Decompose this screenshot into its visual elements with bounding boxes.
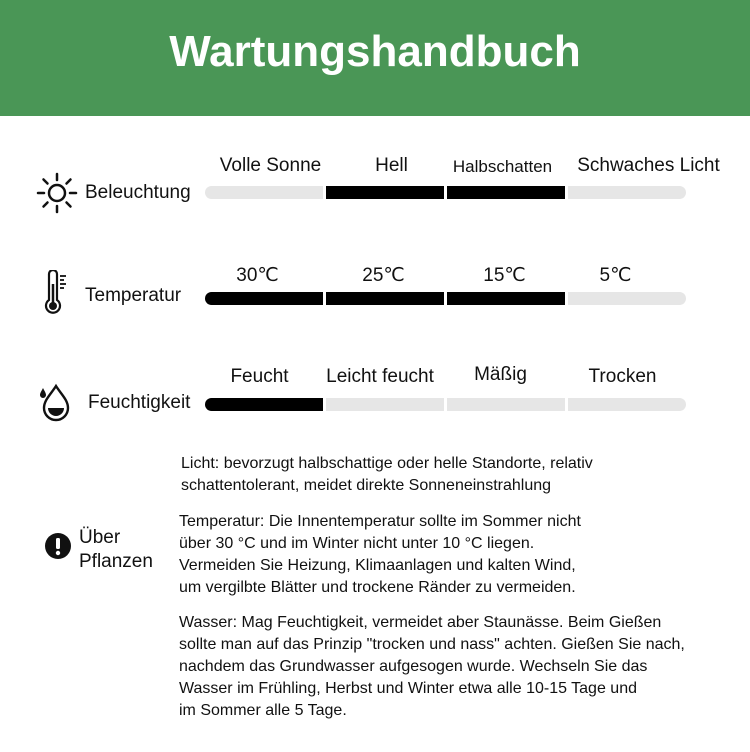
lighting-label: Beleuchtung [85,182,191,203]
scale-segment [205,186,323,199]
water-paragraph [179,612,685,722]
exclamation-icon [44,532,72,560]
scale-segment-active [326,292,444,305]
thermometer-icon [43,270,73,316]
segment-label: Mäßig [474,364,527,385]
about-plants-label [79,526,153,574]
temperature-label: Temperatur [85,285,182,306]
text-line: Wasser im Frühling, Herbst und Winter etwa alle 10-15 Tage und [179,680,637,697]
lighting-scale-bar [205,186,686,199]
text-line: um vergilbte Blätter und trockene Ränder zu vermeiden. [179,579,576,596]
light-paragraph [181,453,593,497]
segment-label: 25℃ [362,265,405,286]
scale-segment-active [205,398,323,411]
scale-segment-active [447,292,565,305]
text-line: sollte man auf das Prinzip "trocken und nass" achten. Gießen Sie nach, [179,636,685,653]
page-title: Wartungshandbuch [169,27,581,76]
scale-segment-active [447,186,565,199]
text-line: Wasser: Mag Feuchtigkeit, vermeidet aber Staunässe. Beim Gießen [179,614,662,631]
scale-segment [568,292,686,305]
segment-label: Feucht [230,366,289,387]
humidity-label: Feuchtigkeit [88,392,191,413]
temperature-paragraph [179,511,581,599]
header-banner [0,0,750,116]
about-label-line: Über [79,527,121,548]
scale-segment [568,398,686,411]
text-line: nachdem das Grundwasser aufgesogen wurde. Wechseln Sie das [179,658,648,675]
segment-label: Hell [375,155,408,176]
segment-label: Trocken [588,366,657,387]
text-line: Vermeiden Sie Heizung, Klimaanlagen und kalten Wind, [179,557,576,574]
text-line: im Sommer alle 5 Tage. [179,702,347,719]
text-line: Temperatur: Die Innentemperatur sollte im Sommer nicht [179,513,581,530]
segment-label: Halbschatten [452,157,553,176]
scale-segment [447,398,565,411]
water-drop-icon [38,382,74,422]
temperature-scale-bar [205,292,686,305]
about-label-line: Pflanzen [79,551,153,572]
scale-segment-active [326,186,444,199]
humidity-scale-bar [205,398,686,411]
scale-segment [326,398,444,411]
segment-label: Volle Sonne [219,155,322,176]
segment-label: Leicht feucht [326,366,434,387]
segment-label: 30℃ [236,265,279,286]
segment-label: Schwaches Licht [577,155,720,176]
text-line: schattentolerant, meidet direkte Sonneneinstrahlung [181,477,552,494]
sun-icon [36,172,78,214]
text-line: über 30 °C und im Winter nicht unter 10 °C liegen. [179,535,535,552]
segment-label: 5℃ [599,265,632,286]
scale-segment [568,186,686,199]
scale-segment-active [205,292,323,305]
text-line: Licht: bevorzugt halbschattige oder helle Standorte, relativ [181,455,593,472]
segment-label: 15℃ [483,265,526,286]
